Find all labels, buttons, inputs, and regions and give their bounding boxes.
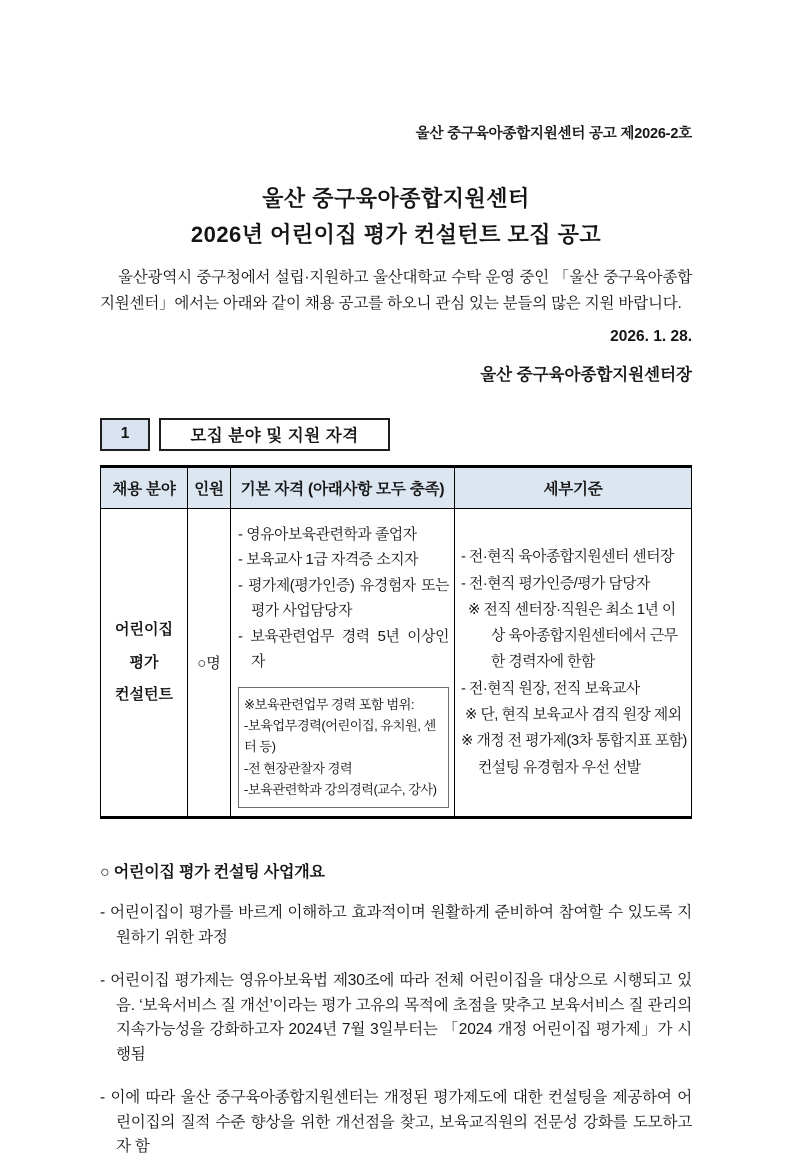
criteria-item: ※ 단, 현직 보육교사 겸직 원장 제외 [465, 707, 682, 724]
overview-bullet: - 이에 따라 울산 중구육아종합지원센터는 개정된 평가제도에 대한 컨설팅을 제공하여 어린이집의 질적 수준 향상을 위한 개선점을 찾고, 보육교직원의 전문성 강화를 도모하고자 함 [100, 1089, 692, 1156]
note-line: -보육업무경력(어린이집, 유치원, 센터 등) [244, 717, 436, 755]
criteria-item: - 전·현직 원장, 전직 보육교사 [461, 680, 640, 697]
col-header-field: 채용 분야 [101, 466, 188, 508]
title-block [100, 181, 692, 254]
qualification-item: - 영유아보육관련학과 졸업자 [238, 526, 417, 543]
note-line: -보육관련학과 강의경력(교수, 강사) [244, 782, 437, 798]
cell-qualifications [231, 508, 455, 818]
cell-recruit-field [101, 508, 188, 818]
cell-headcount: ○명 [188, 508, 231, 818]
page-subtitle: 2026년 어린이집 평가 컨설턴트 모집 공고 [190, 222, 602, 248]
section-number-badge: 1 [100, 418, 150, 451]
cell-criteria [455, 508, 692, 818]
qualification-item: - 평가제(평가인증) 유경험자 또는 평가 사업담당자 [238, 577, 449, 620]
col-header-qualifications: 기본 자격 (아래사항 모두 충족) [231, 466, 455, 508]
criteria-item: ※ 개정 전 평가제(3차 통합지표 포함) 컨설팅 유경험자 우선 선발 [461, 733, 687, 776]
note-line: -전 현장관찰자 경력 [244, 760, 353, 776]
intro-paragraph: 울산광역시 중구청에서 설립·지원하고 울산대학교 수탁 운영 중인 「울산 중구육아종합지원센터」에서는 아래와 같이 채용 공고를 하오니 관심 있는 분들의 많은 지원 바랍니다. [100, 268, 692, 313]
note-line: ※보육관련업무 경력 포함 범위: [244, 696, 415, 712]
overview-bullet: - 어린이집이 평가를 바르게 이해하고 효과적이며 원활하게 준비하여 참여할 수 있도록 지원하기 위한 과정 [100, 904, 692, 946]
field-line: 컨설턴트 [115, 685, 173, 703]
col-header-count: 인원 [188, 466, 231, 508]
criteria-item: - 전·현직 육아종합지원센터 센터장 [461, 549, 674, 566]
section-1-header [100, 418, 692, 451]
overview-heading: ○ 어린이집 평가 컨설팅 사업개요 [100, 864, 325, 882]
experience-scope-note [238, 687, 449, 809]
criteria-item: ※ 전직 센터장·직원은 최소 1년 이상 육아종합지원센터에서 근무한 경력자에 한함 [468, 601, 678, 671]
recruitment-table [100, 465, 692, 820]
section-title: 모집 분야 및 지원 자격 [159, 418, 390, 451]
announcement-date: 2026. 1. 28. [610, 327, 692, 345]
table-row [101, 508, 692, 818]
field-line: 어린이집 [115, 621, 173, 639]
signature: 울산 중구육아종합지원센터장 [480, 365, 692, 384]
qualification-item: - 보육교사 1급 자격증 소지자 [238, 552, 419, 569]
criteria-item: - 전·현직 평가인증/평가 담당자 [461, 575, 650, 592]
doc-number: 울산 중구육아종합지원센터 공고 제2026-2호 [415, 126, 692, 142]
page-title: 울산 중구육아종합지원센터 [262, 186, 530, 211]
table-header-row [101, 466, 692, 508]
field-line: 평가 [129, 653, 159, 671]
overview-bullet: - 어린이집 평가제는 영유아보육법 제30조에 따라 전체 어린이집을 대상으로 시행되고 있음. ‘보육서비스 질 개선’이라는 평가 고유의 목적에 초점을 맞추고 보육서비스 질 관리의 지속가능성을 강화하고자 2024년 7월 3일부터는 「2024 개정 어린이집 평가제」가 시행됨 [100, 972, 692, 1063]
col-header-criteria: 세부기준 [455, 466, 692, 508]
qualification-item: - 보육관련업무 경력 5년 이상인 자 [238, 628, 449, 671]
